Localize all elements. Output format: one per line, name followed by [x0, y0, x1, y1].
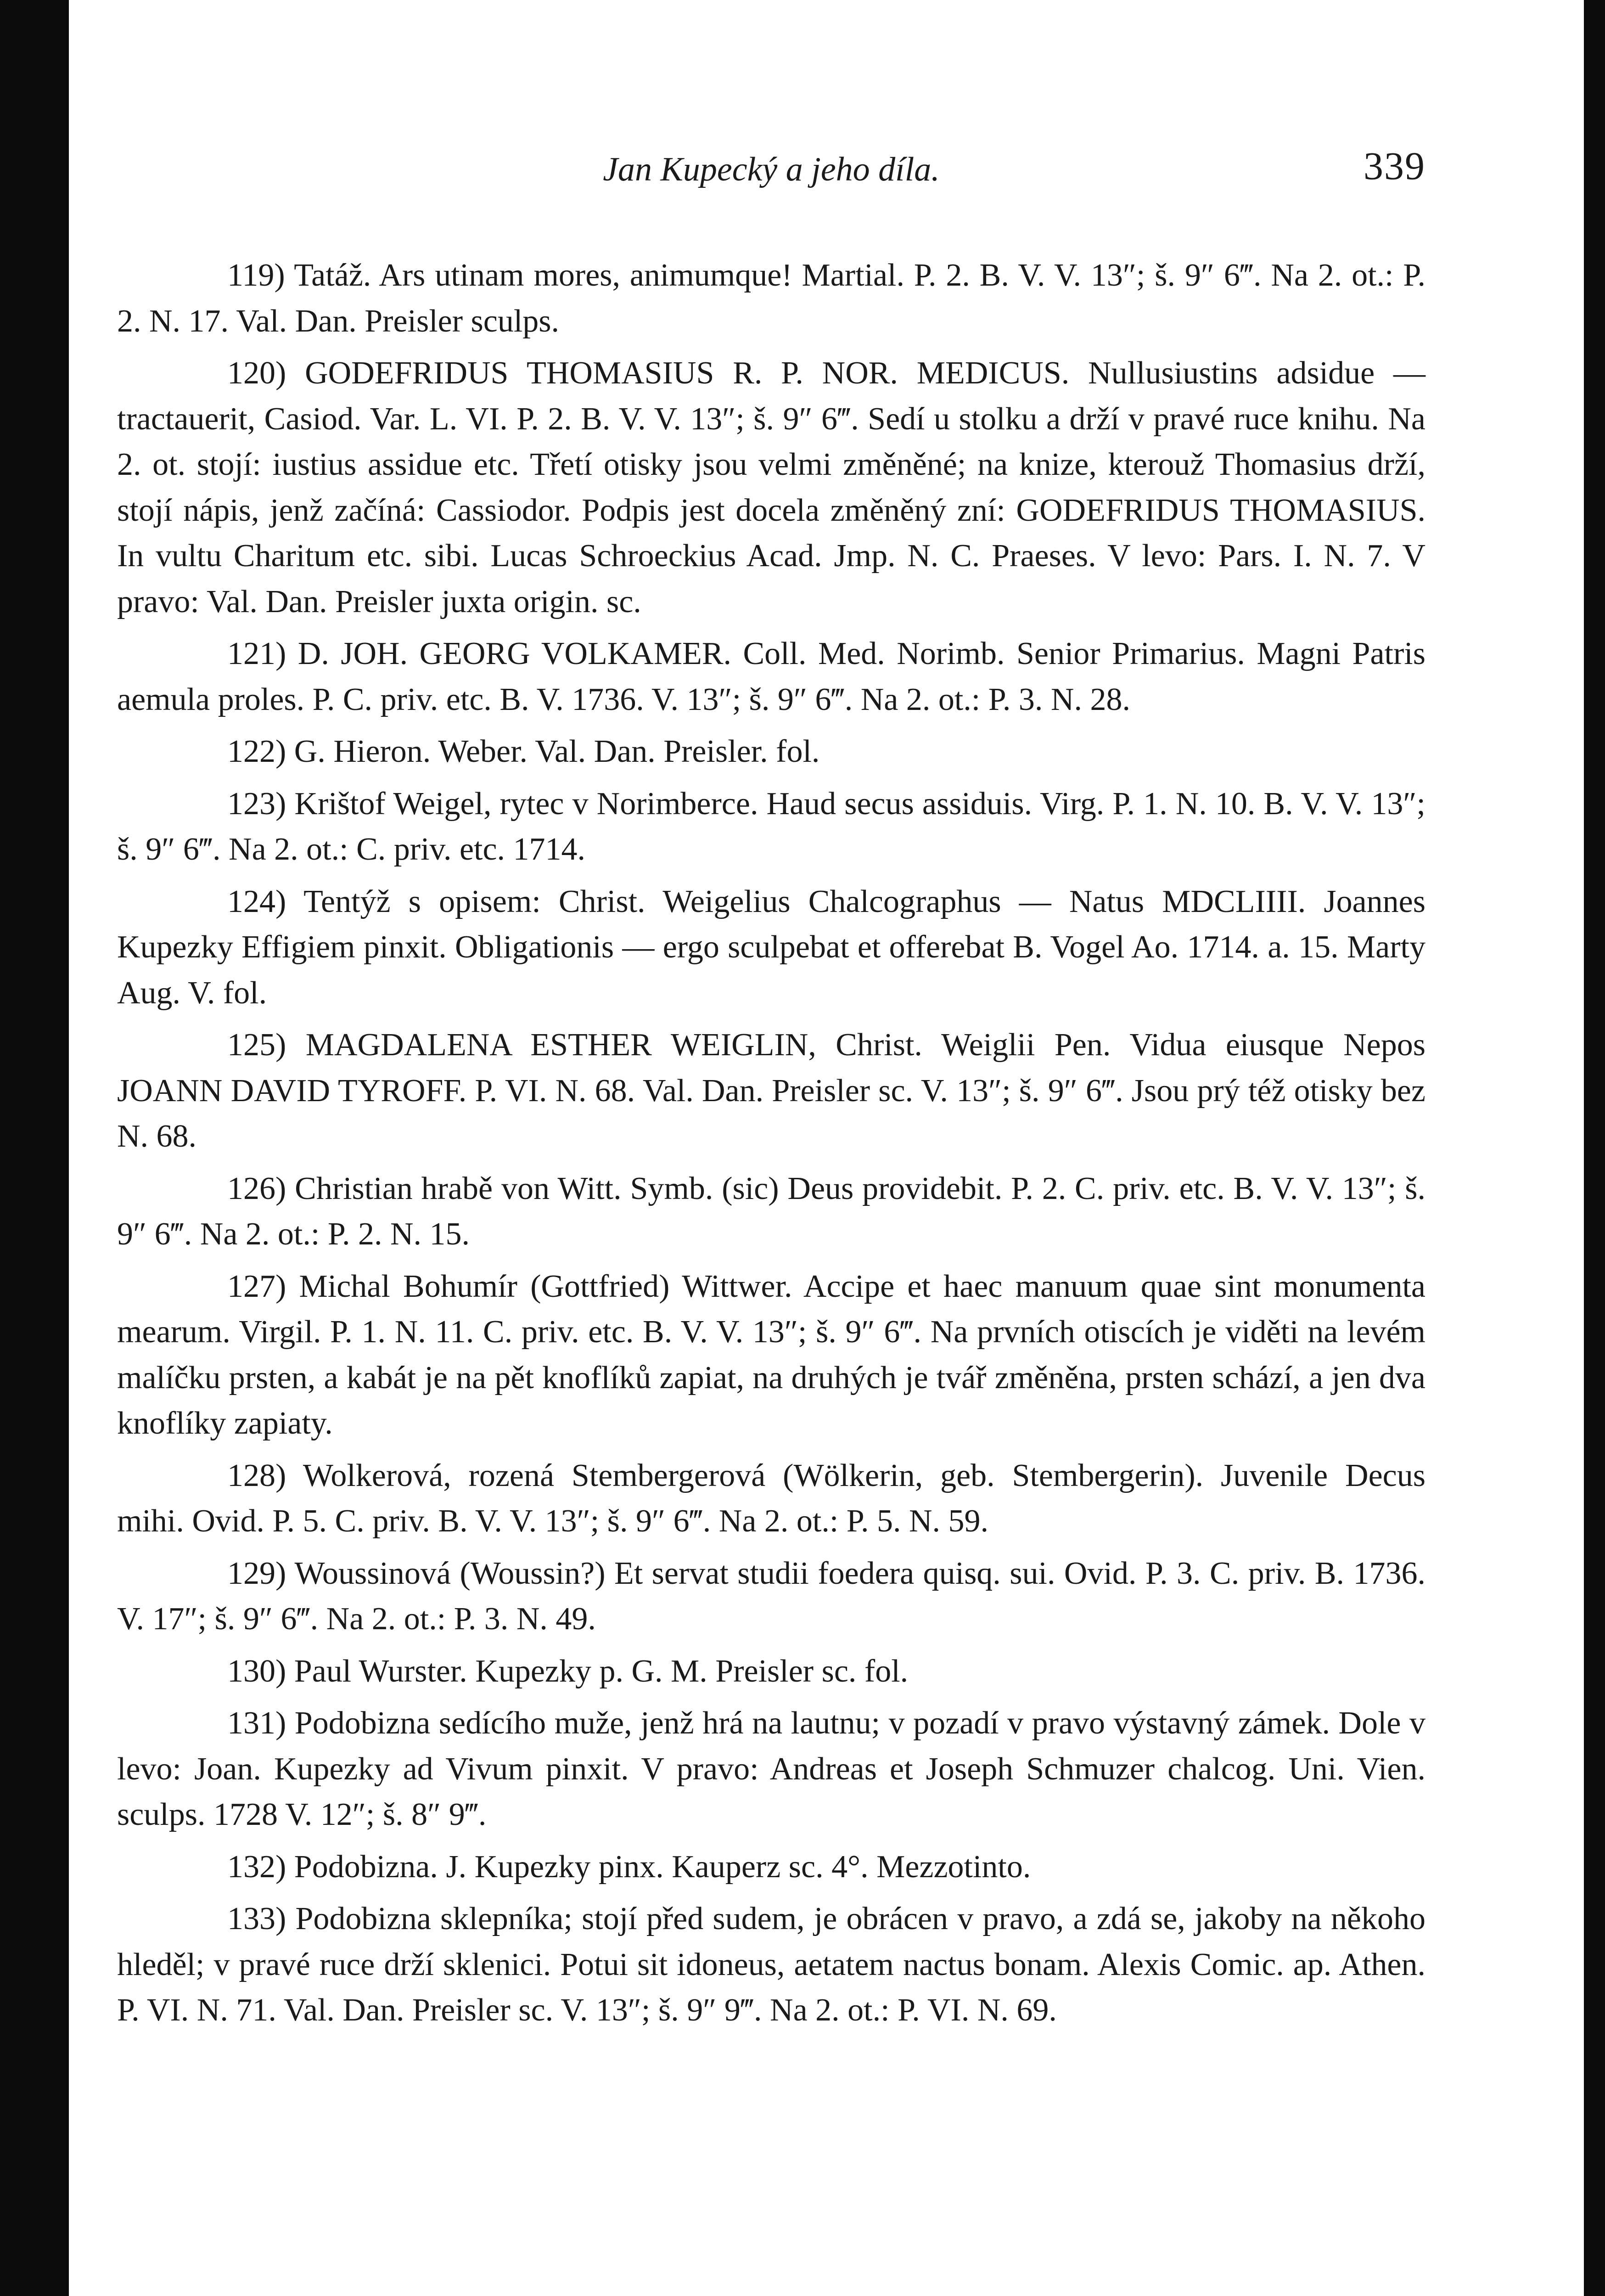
catalog-entry-124: 124) Tentýž s opisem: Christ. Weigelius Chalcographus — Natus MDCLIIII. Joannes Kupezky Effigiem pinxit. Obligationis — ergo sculpebat et offerebat B. Vogel Ao. 1714. a. 15. Marty Aug. V. fol.	[117, 884, 1425, 1011]
catalog-entry-123: 123) Krištof Weigel, rytec v Norimberce. Haud secus assiduis. Virg. P. 1. N. 10. B. V. V. 13″; š. 9″ 6‴. Na 2. ot.: C. priv. etc. 1714.	[117, 786, 1425, 867]
catalog-entry-121: 121) D. JOH. GEORG VOLKAMER. Coll. Med. Norimb. Senior Primarius. Magni Patris aemula proles. P. C. priv. etc. B. V. 1736. V. 13″; š. 9″ 6‴. Na 2. ot.: P. 3. N. 28.	[117, 636, 1425, 717]
catalog-entry-132: 132) Podobizna. J. Kupezky pinx. Kauperz sc. 4°. Mezzotinto.	[227, 1849, 1031, 1885]
running-title: Jan Kupecký a jeho díla.	[603, 151, 940, 188]
catalog-entry-126: 126) Christian hrabě von Witt. Symb. (sic) Deus providebit. P. 2. C. priv. etc. B. V. V. 13″; š. 9″ 6‴. Na 2. ot.: P. 2. N. 15.	[117, 1171, 1425, 1252]
page-content	[117, 144, 1425, 2040]
book-page	[69, 0, 1584, 2296]
catalog-entry-125: 125) MAGDALENA ESTHER WEIGLIN, Christ. Weiglii Pen. Vidua eiusque Nepos JOANN DAVID TYROFF. P. VI. N. 68. Val. Dan. Preisler sc. V. 13″; š. 9″ 6‴. Jsou prý též otisky bez N. 68.	[117, 1027, 1425, 1154]
catalog-entry-119: 119) Tatáž. Ars utinam mores, animumque! Martial. P. 2. B. V. V. 13″; š. 9″ 6‴. Na 2. ot.: P. 2. N. 17. Val. Dan. Preisler sculps.	[117, 258, 1425, 339]
catalog-entry-120: 120) GODEFRIDUS THOMASIUS R. P. NOR. MEDICUS. Nullusiustins adsidue — tractauerit, Casiod. Var. L. VI. P. 2. B. V. V. 13″; š. 9″ 6‴. Sedí u stolku a drží v pravé ruce knihu. Na 2. ot. stojí: iustius assidue etc. Třetí otisky jsou velmi změněné; na knize, kterouž Thomasius drží, stojí nápis, jenž začíná: Cassiodor. Podpis jest docela změněný zní: GODEFRIDUS THOMASIUS. In vultu Charitum etc. sibi. Lucas Schroeckius Acad. Jmp. N. C. Praeses. V levo: Pars. I. N. 7. V pravo: Val. Dan. Preisler juxta origin. sc.	[117, 355, 1425, 619]
catalog-entry-131: 131) Podobizna sedícího muže, jenž hrá na lautnu; v pozadí v pravo výstavný zámek. Dole v levo: Joan. Kupezky ad Vivum pinxit. V pravo: Andreas et Joseph Schmuzer chalcog. Uni. Vien. sculps. 1728 V. 12″; š. 8″ 9‴.	[117, 1705, 1425, 1832]
catalog-entry-130: 130) Paul Wurster. Kupezky p. G. M. Preisler sc. fol.	[227, 1653, 909, 1689]
catalog-entry-128: 128) Wolkerová, rozená Stembergerová (Wölkerin, geb. Stembergerin). Juvenile Decus mihi. Ovid. P. 5. C. priv. B. V. V. 13″; š. 9″ 6‴. Na 2. ot.: P. 5. N. 59.	[117, 1458, 1425, 1539]
catalog-entry-127: 127) Michal Bohumír (Gottfried) Wittwer. Accipe et haec manuum quae sint monumenta mearum. Virgil. P. 1. N. 11. C. priv. etc. B. V. V. 13″; š. 9″ 6‴. Na prvních otiscích je viděti na levém malíčku prsten, a kabát je na pět knoflíků zapiat, na druhých je tvář změněna, prsten schází, a jen dva knoflíky zapiaty.	[117, 1268, 1425, 1441]
page-number: 339	[1364, 144, 1425, 188]
catalog-entry-122: 122) G. Hieron. Weber. Val. Dan. Preisler. fol.	[227, 734, 820, 769]
running-header	[117, 144, 1425, 202]
catalog-entry-129: 129) Woussinová (Woussin?) Et servat studii foedera quisq. sui. Ovid. P. 3. C. priv. B. 1736. V. 17″; š. 9″ 6‴. Na 2. ot.: P. 3. N. 49.	[117, 1555, 1425, 1637]
catalog-entry-133: 133) Podobizna sklepníka; stojí před sudem, je obrácen v pravo, a zdá se, jakoby na někoho hleděl; v pravé ruce drží sklenici. Potui sit idoneus, aetatem nactus bonam. Alexis Comic. ap. Athen. P. VI. N. 71. Val. Dan. Preisler sc. V. 13″; š. 9″ 9‴. Na 2. ot.: P. VI. N. 69.	[117, 1901, 1425, 2028]
